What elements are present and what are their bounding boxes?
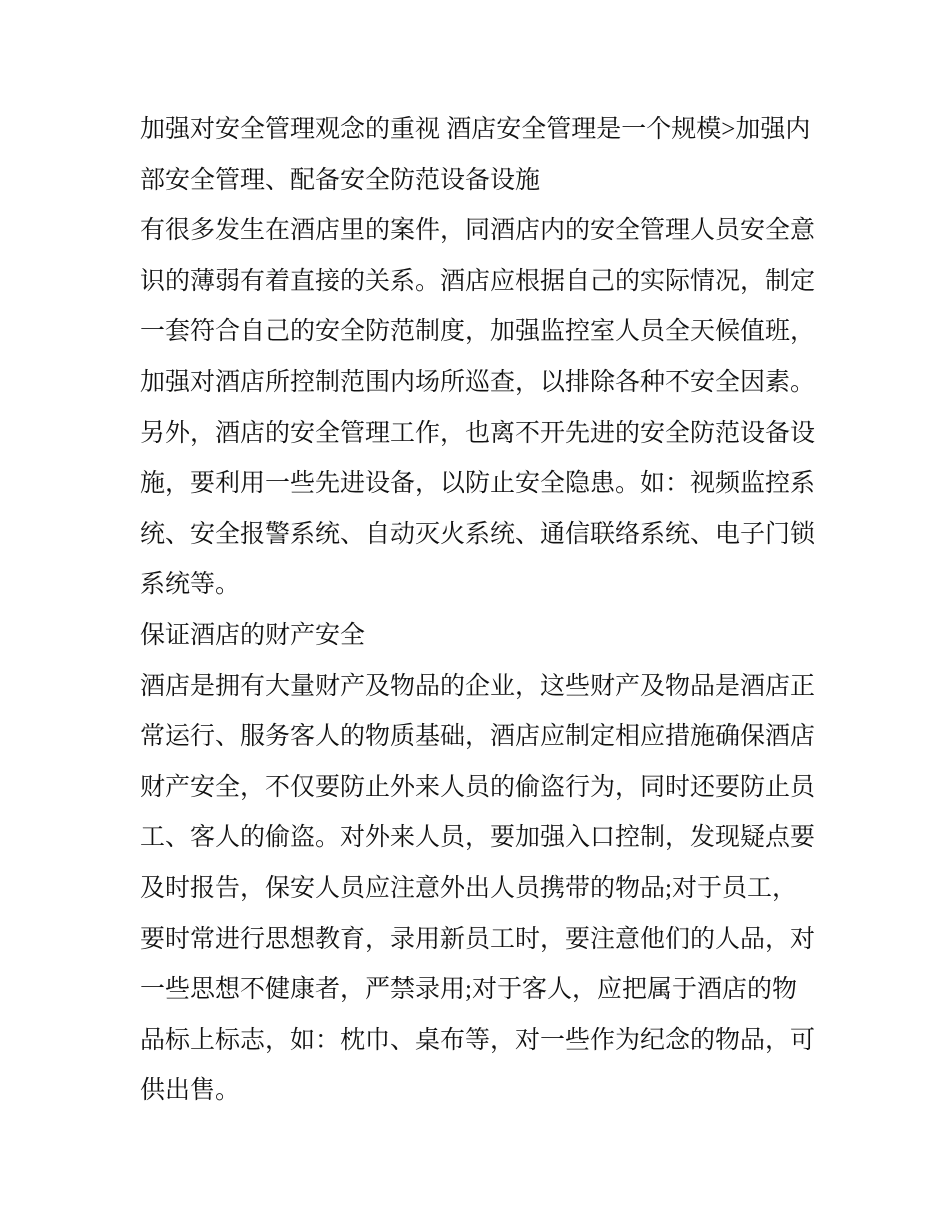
paragraph-line: 系统等。 xyxy=(140,571,241,599)
document-body xyxy=(140,105,820,1117)
paragraph-line: 常运行、服务客人的物质基础，酒店应制定相应措施确保酒店 xyxy=(140,723,816,751)
paragraph-line: 统、安全报警系统、自动灭火系统、通信联络系统、电子门锁 xyxy=(140,520,816,548)
paragraph-line: 识的薄弱有着直接的关系。酒店应根据自己的实际情况，制定 xyxy=(140,267,816,295)
section-heading: 保证酒店的财产安全 xyxy=(140,621,366,649)
paragraph-line: 加强对酒店所控制范围内场所巡查，以排除各种不安全因素。 xyxy=(140,368,816,396)
paragraph-line: 一套符合自己的安全防范制度，加强监控室人员全天候值班， xyxy=(140,318,816,346)
paragraph-line: 一些思想不健康者，严禁录用;对于客人，应把属于酒店的物 xyxy=(140,976,797,1004)
paragraph-line: 施，要利用一些先进设备，以防止安全隐患。如：视频监控系 xyxy=(140,470,816,498)
paragraph-line: 有很多发生在酒店里的案件，同酒店内的安全管理人员安全意 xyxy=(140,217,816,245)
paragraph-line: 工、客人的偷盗。对外来人员，要加强入口控制，发现疑点要 xyxy=(140,824,816,852)
paragraph-line: 品标上标志，如：枕巾、桌布等，对一些作为纪念的物品，可 xyxy=(140,1026,816,1054)
paragraph-line: 财产安全，不仅要防止外来人员的偷盗行为，同时还要防止员 xyxy=(140,773,816,801)
paragraph-line: 酒店是拥有大量财产及物品的企业，这些财产及物品是酒店正 xyxy=(140,672,816,700)
paragraph-line: 要时常进行思想教育，录用新员工时，要注意他们的人品，对 xyxy=(140,925,816,953)
paragraph-line: 另外，酒店的安全管理工作，也离不开先进的安全防范设备设 xyxy=(140,419,816,447)
heading-line: 部安全管理、配备安全防范设备设施 xyxy=(140,166,541,194)
paragraph-line: 供出售。 xyxy=(140,1077,241,1105)
paragraph-line: 及时报告，保安人员应注意外出人员携带的物品;对于员工， xyxy=(140,874,797,902)
heading-line: 加强对安全管理观念的重视 酒店安全管理是一个规模>加强内 xyxy=(140,116,811,143)
